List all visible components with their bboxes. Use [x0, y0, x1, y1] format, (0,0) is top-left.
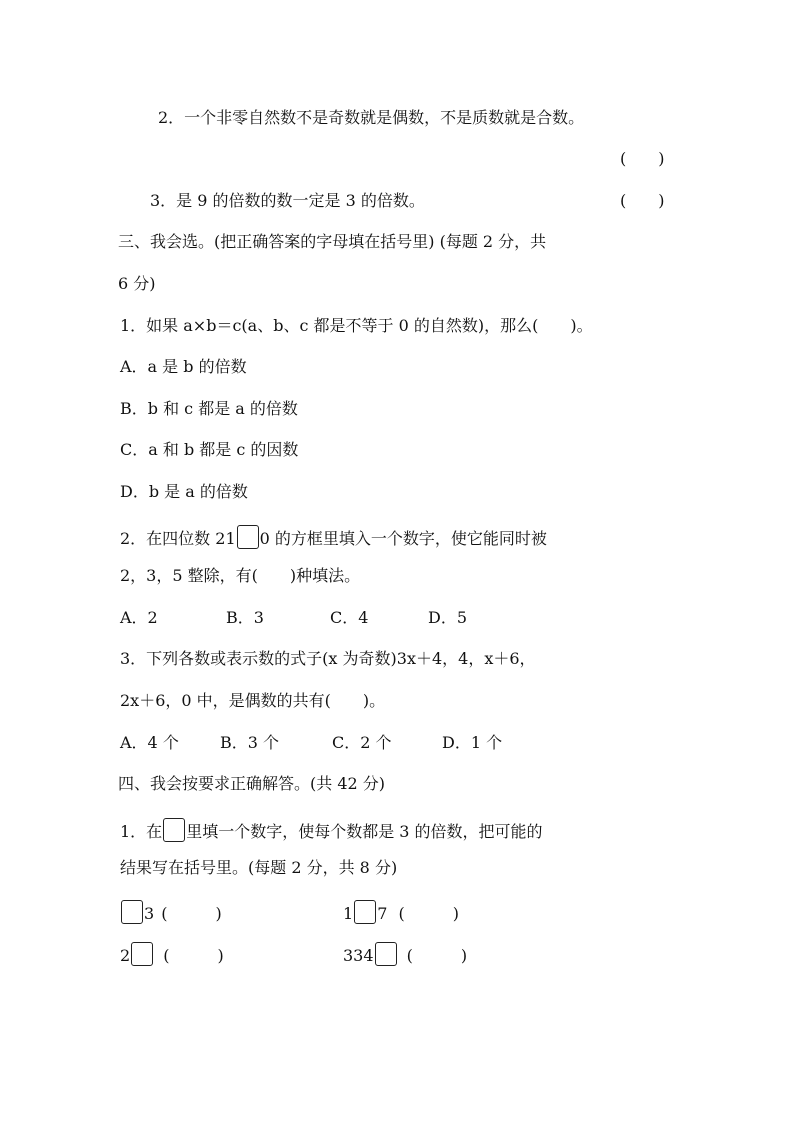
choice-q3-stem-cont: 2x＋6，0 中，是偶数的共有( )。 — [120, 691, 386, 710]
digit-box[interactable] — [131, 942, 153, 966]
choice-q2-options — [120, 607, 680, 629]
choice-q1-option-c[interactable]: C．a 和 b 都是 c 的因数 — [120, 440, 299, 459]
choice-q3-option-c[interactable]: C．2 个 — [332, 733, 392, 752]
judge-q2-answer-paren[interactable]: ( ) — [620, 149, 665, 168]
choice-q2-option-a[interactable]: A．2 — [120, 608, 158, 627]
choice-q3-option-d[interactable]: D．1 个 — [442, 733, 503, 752]
solve-q1-item-1 — [120, 900, 222, 925]
solve-q1-item-4 — [343, 942, 467, 967]
section3-heading-cont: 6 分) — [118, 274, 156, 293]
choice-q1-stem: 1．如果 a×b＝c(a、b、c 都是不等于 0 的自然数)，那么( )。 — [120, 316, 593, 335]
judge-q3-text: 3．是 9 的倍数的数一定是 3 的倍数。 — [150, 191, 425, 210]
digit-box[interactable] — [375, 942, 397, 966]
section4-heading: 四、我会按要求正确解答。(共 42 分) — [118, 774, 386, 793]
item-suffix: 3 — [144, 904, 155, 923]
choice-q2-stem-cont: 2，3，5 整除，有( )种填法。 — [120, 566, 361, 585]
choice-q2-stem-before: 2．在四位数 21 — [120, 529, 236, 548]
choice-q2-option-c[interactable]: C．4 — [330, 608, 369, 627]
solve-q1-stem-before: 1．在 — [120, 822, 163, 841]
choice-q1-option-d[interactable]: D．b 是 a 的倍数 — [120, 482, 248, 501]
solve-q1-stem-cont: 结果写在括号里。(每题 2 分，共 8 分) — [120, 858, 398, 877]
answer-paren[interactable]: ( ) — [161, 904, 222, 923]
solve-q1-stem — [120, 818, 543, 843]
digit-box — [163, 818, 185, 842]
solve-q1-item-3 — [120, 942, 224, 967]
answer-paren[interactable]: ( ) — [406, 946, 468, 965]
choice-q3-options — [120, 732, 680, 754]
solve-q1-item-2 — [343, 900, 459, 925]
item-suffix: 7 — [377, 904, 388, 923]
digit-box[interactable] — [354, 900, 376, 924]
solve-q1-stem-after: 里填一个数字，使每个数都是 3 的倍数，把可能的 — [186, 822, 543, 841]
choice-q3-option-a[interactable]: A．4 个 — [120, 733, 179, 752]
digit-box[interactable] — [121, 900, 143, 924]
choice-q2-option-d[interactable]: D．5 — [428, 608, 468, 627]
choice-q2-option-b[interactable]: B．3 — [226, 608, 264, 627]
choice-q3-option-b[interactable]: B．3 个 — [220, 733, 280, 752]
answer-paren[interactable]: ( ) — [398, 904, 459, 923]
choice-q2-stem — [120, 525, 547, 550]
choice-q2-stem-after: 0 的方框里填入一个数字，使它能同时被 — [259, 529, 547, 548]
item-prefix: 1 — [343, 904, 354, 923]
section3-heading: 三、我会选。(把正确答案的字母填在括号里) (每题 2 分，共 — [118, 232, 547, 251]
choice-q3-stem: 3．下列各数或表示数的式子(x 为奇数)3x＋4，4，x＋6， — [120, 649, 536, 668]
answer-paren[interactable]: ( ) — [163, 946, 224, 965]
choice-q1-option-a[interactable]: A．a 是 b 的倍数 — [120, 357, 247, 376]
judge-q2-text: 2．一个非零自然数不是奇数就是偶数，不是质数就是合数。 — [158, 108, 585, 127]
item-prefix: 334 — [343, 946, 374, 965]
choice-q1-option-b[interactable]: B．b 和 c 都是 a 的倍数 — [120, 399, 298, 418]
digit-box[interactable] — [237, 525, 259, 549]
item-prefix: 2 — [120, 946, 131, 965]
judge-q3-answer-paren[interactable]: ( ) — [620, 191, 665, 210]
